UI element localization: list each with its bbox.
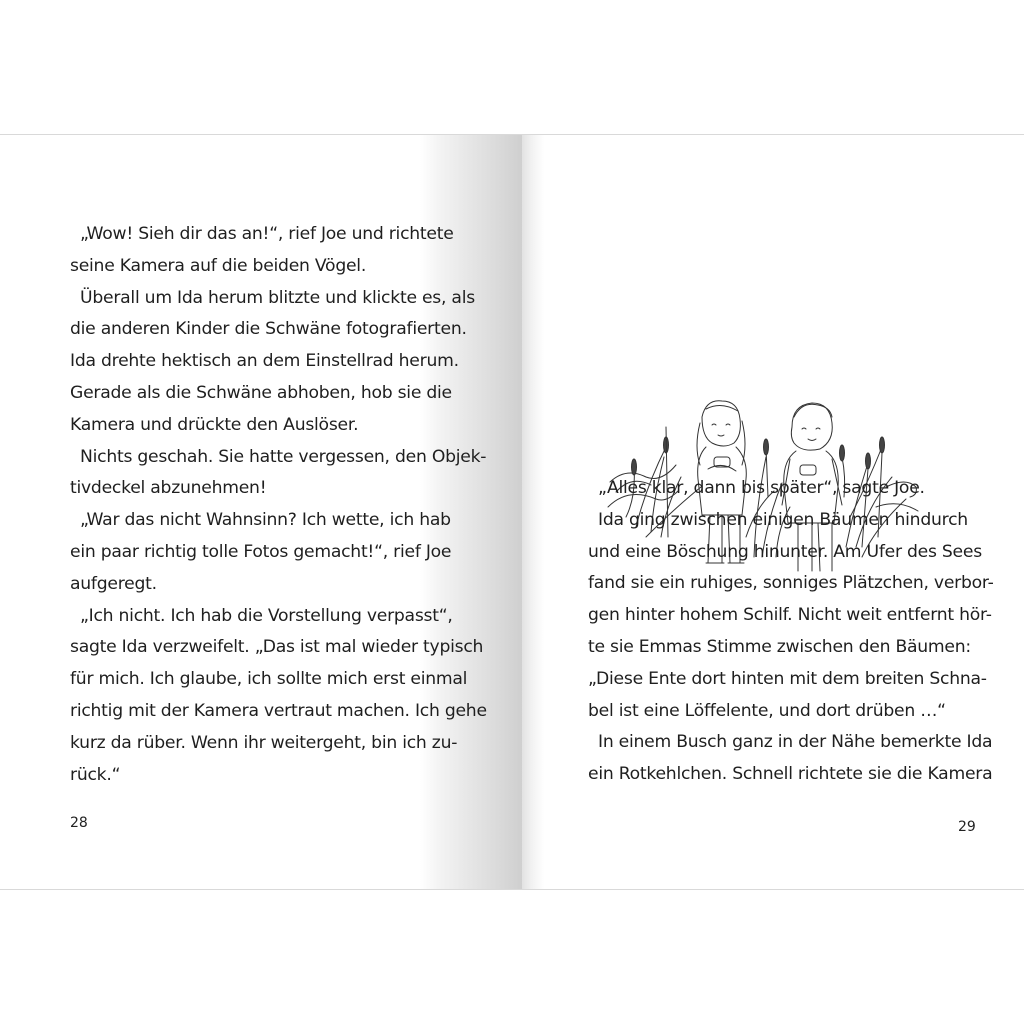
book-spread <box>0 134 1024 890</box>
text-line: seine Kamera auf die beiden Vögel. <box>70 255 367 276</box>
page-number-left: 28 <box>70 815 88 831</box>
left-page-text <box>70 219 487 791</box>
text-line: „Alles klar, dann bis später“, sagte Joe. <box>598 478 925 498</box>
text-line: te sie Emmas Stimme zwischen den Bäumen: <box>588 636 971 657</box>
text-line: tivdeckel abzunehmen! <box>70 478 267 499</box>
text-line: aufgeregt. <box>70 573 157 594</box>
text-line: fand sie ein ruhiges, sonniges Plätzchen, verbor- <box>588 573 994 594</box>
text-line: Gerade als die Schwäne abhoben, hob sie die <box>70 382 452 403</box>
text-line: rück.“ <box>70 764 121 785</box>
right-page-text <box>588 473 994 791</box>
text-line: ein paar richtig tolle Fotos gemacht!“, rief Joe <box>70 541 452 562</box>
text-line: gen hinter hohem Schilf. Nicht weit entfernt hör- <box>588 605 992 626</box>
text-line: für mich. Ich glaube, ich sollte mich erst einmal <box>70 669 468 690</box>
text-line: ein Rotkehlchen. Schnell richtete sie die Kamera <box>588 764 993 785</box>
text-line: „Diese Ente dort hinten mit dem breiten Schna- <box>588 668 987 689</box>
text-line: Ida ging zwischen einigen Bäumen hindurch <box>598 509 968 530</box>
text-line: Kamera und drückte den Auslöser. <box>70 414 359 435</box>
text-line: kurz da rüber. Wenn ihr weitergeht, bin ich zu- <box>70 732 458 753</box>
left-page <box>0 135 522 889</box>
text-line: und eine Böschung hinunter. Am Ufer des Sees <box>588 541 982 562</box>
text-line: die anderen Kinder die Schwäne fotografierten. <box>70 319 467 340</box>
text-line: „War das nicht Wahnsinn? Ich wette, ich hab <box>80 510 451 531</box>
text-line: In einem Busch ganz in der Nähe bemerkte Ida <box>598 732 993 753</box>
text-line: Ida drehte hektisch an dem Einstellrad herum. <box>70 351 459 372</box>
text-line: Nichts geschah. Sie hatte vergessen, den Objek- <box>80 446 487 467</box>
text-line: sagte Ida verzweifelt. „Das ist mal wieder typisch <box>70 637 484 658</box>
text-line: „Ich nicht. Ich hab die Vorstellung verpasst“, <box>80 605 453 626</box>
text-line: „Wow! Sieh dir das an!“, rief Joe und richtete <box>80 224 454 244</box>
text-line: bel ist eine Löffelente, und dort drüben …“ <box>588 700 946 721</box>
text-line: Überall um Ida herum blitzte und klickte es, als <box>80 287 475 308</box>
page-number-right: 29 <box>958 819 976 835</box>
text-line: richtig mit der Kamera vertraut machen. Ich gehe <box>70 700 487 721</box>
